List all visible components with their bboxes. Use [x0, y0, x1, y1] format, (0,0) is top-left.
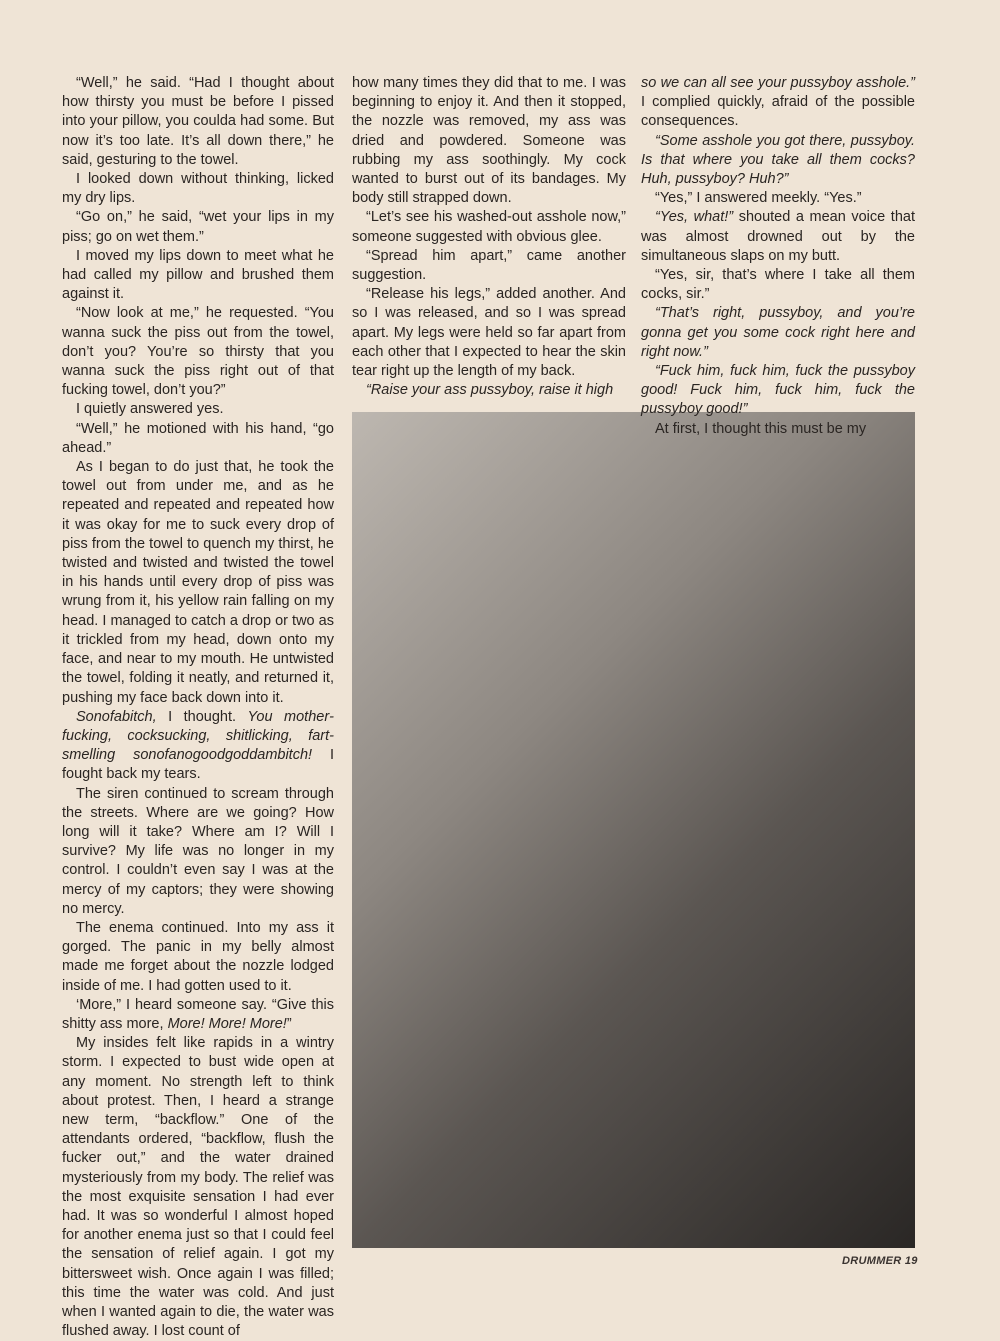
- paragraph: [352, 208, 626, 246]
- paragraph: [352, 381, 626, 400]
- text-run: so we can all see your pussyboy asshole.”: [641, 75, 915, 91]
- text-run: “Let’s see his washed-out asshole now,” someone suggested with obvious glee.: [352, 209, 626, 245]
- text-run: I complied quickly, afraid of the possible consequences.: [641, 94, 915, 130]
- paragraph: [62, 170, 334, 208]
- paragraph: [641, 362, 915, 420]
- text-run: “Well,” he motioned with his hand, “go ahead.”: [62, 420, 334, 456]
- text-run: “Spread him apart,” came another suggestion.: [352, 247, 626, 284]
- paragraph: [62, 304, 334, 400]
- text-run: “Release his legs,” added another. And so I was released, and so I was spread apart. My legs were held so far apart from each other that I expected to hear the skin tear right up the length of my back.: [352, 286, 626, 380]
- text-run: You motherfucking, cocksucking, shitlicking, fartsmelling sonofanogoodgoddambitch!: [62, 708, 334, 764]
- text-run: I moved my lips down to meet what he had called my pillow and brushed them against it.: [62, 247, 334, 303]
- paragraph: [641, 304, 915, 362]
- text-run: “Fuck him, fuck him, fuck the pussyboy good! Fuck him, fuck him, fuck the pussyboy good!”: [641, 363, 915, 418]
- text-run: I fought back my tears.: [62, 747, 334, 783]
- text-run: “Well,” he said. “Had I thought about how thirsty you must be before I pissed into your pillow, you coulda had some. But now it’s too late. It’s all down there,” he said, gesturing to the towel.: [62, 75, 334, 168]
- text-run: The enema continued. Into my ass it gorged. The panic in my belly almost made me forget about the nozzle lodged inside of me. I had gotten used to it.: [62, 919, 334, 994]
- text-column-1: [62, 74, 334, 1341]
- text-run: “Yes, what!”: [655, 209, 734, 226]
- text-run: “Yes,” I answered meekly. “Yes.”: [655, 190, 862, 207]
- paragraph: [641, 266, 915, 304]
- text-column-2: [352, 74, 626, 400]
- text-run: ‘More,” I heard someone say. “Give this shitty ass more,: [62, 996, 334, 1032]
- paragraph: [62, 420, 334, 458]
- text-run: I thought.: [156, 708, 248, 725]
- paragraph: [62, 247, 334, 305]
- text-run: “That’s right, pussyboy, and you’re gonna get you some cock right here and right now.”: [641, 305, 915, 360]
- text-run: I quietly answered yes.: [76, 401, 224, 418]
- paragraph: [62, 208, 334, 246]
- paragraph: [62, 400, 334, 419]
- paragraph: [641, 208, 915, 266]
- page-footer: DRUMMER 19: [842, 1255, 918, 1267]
- text-run: “Go on,” he said, “wet your lips in my piss; go on wet them.”: [62, 209, 334, 245]
- text-run: At first, I thought this must be my: [655, 420, 867, 437]
- paragraph: [352, 247, 626, 285]
- text-run: shouted a mean voice that was almost drowned out by the simultaneous slaps on my butt.: [641, 209, 915, 264]
- paragraph: [641, 132, 915, 190]
- text-run: More! More! More!: [167, 1015, 287, 1032]
- text-run: “Some asshole you got there, pussyboy. Is that where you take all them cocks? Huh, pussyboy? Huh?”: [641, 132, 915, 188]
- paragraph: [641, 420, 915, 439]
- text-run: “Yes, sir, that’s where I take all them cocks, sir.”: [641, 267, 915, 303]
- paragraph: [62, 919, 334, 996]
- paragraph: [641, 74, 915, 132]
- text-run: “Raise your ass pussyboy, raise it high: [366, 382, 614, 399]
- text-run: The siren continued to scream through the streets. Where are we going? How long will it take? Where am I? Will I survive? My life was no longer in my control. I couldn’t even say I was at the mercy of my captors; they were showing no mercy.: [62, 785, 334, 917]
- paragraph: [352, 285, 626, 381]
- text-run: how many times they did that to me. I was beginning to enjoy it. And then it stopped, the nozzle was removed, my ass was dried and powdered. Someone was rubbing my ass soothingly. My cock wanted to burst out of its bandages. My body still strapped down.: [352, 75, 626, 207]
- paragraph: [62, 785, 334, 919]
- text-column-3: [641, 74, 915, 439]
- paragraph: [352, 74, 626, 208]
- photograph: [352, 412, 915, 1248]
- paragraph: [62, 74, 334, 170]
- text-run: ”: [286, 1015, 292, 1032]
- paragraph: [62, 458, 334, 708]
- paragraph: [641, 189, 915, 208]
- text-run: “Now look at me,” he requested. “You wanna suck the piss out from the towel, don’t you? You’re so thirsty that you wanna suck the piss right out of that fucking towel, don’t you?”: [62, 305, 334, 399]
- paragraph: [62, 708, 334, 785]
- text-run: My insides felt like rapids in a wintry storm. I expected to bust wide open at any moment. No strength left to think about protest. Then, I heard a strange new term, “backflow.” One of the attendants ordered, “backflow, flush the fucker out,” and the water drained mysteriously from my body. The relief was the most exquisite sensation I had ever had. It was so wonderful I almost hoped for another enema just so that I could feel the sensation of relief again. I got my bittersweet wish. Once again I was filled; this time the water was cold. And just when I wanted again to die, the water was flushed away. I lost count of: [62, 1035, 334, 1340]
- paragraph: [62, 996, 334, 1034]
- text-run: Sonofabitch,: [76, 708, 157, 725]
- text-run: As I began to do just that, he took the towel out from under me, and as he repeated and repeated and repeated how it was okay for me to suck every drop of piss from the towel to quench my thirst, he twisted and twisted and twisted the towel in his hands until every drop of piss was wrung from it, his yellow rain falling on my head. I managed to catch a drop or two as it trickled from my head, down onto my face, and near to my mouth. He untwisted the towel, folding it neatly, and returned it, pushing my face back down into it.: [62, 459, 334, 706]
- text-run: I looked down without thinking, licked my dry lips.: [62, 171, 334, 207]
- paragraph: [62, 1034, 334, 1341]
